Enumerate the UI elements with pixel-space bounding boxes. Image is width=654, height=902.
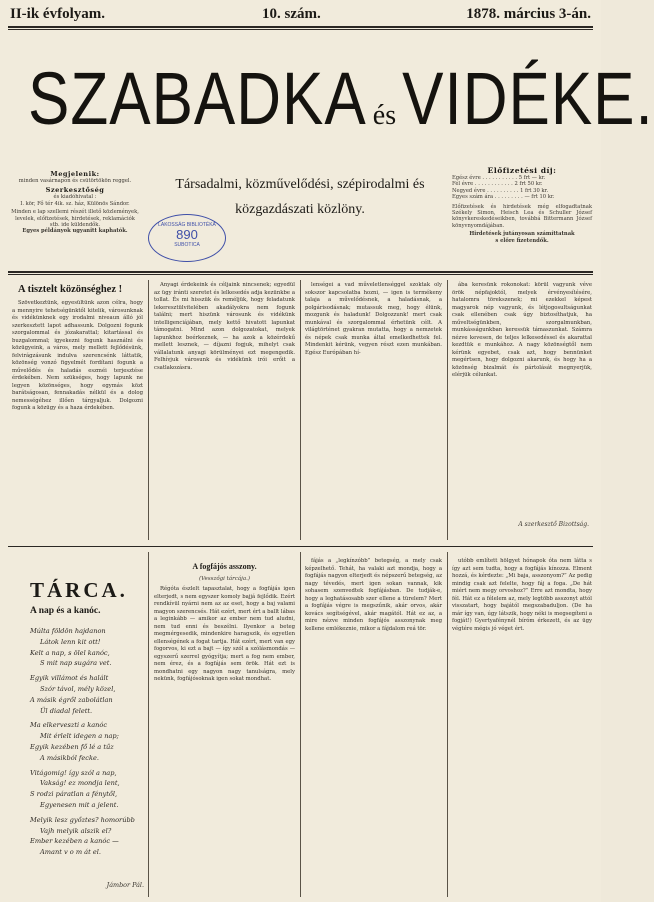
- poem-line: A másik égről zabolátlan: [30, 695, 113, 704]
- poem-line: Ember kezében a kanóc —: [30, 837, 119, 846]
- story-column-2: [305, 558, 442, 896]
- poem-line: Szór távol, mély közel,: [40, 684, 116, 693]
- publication-info-box: [10, 170, 140, 235]
- editorial-office-title: Szerkesztőség: [45, 186, 105, 195]
- stamp-bottom-text: SUBOTICA: [174, 242, 200, 248]
- greeting-column-3: [305, 282, 442, 534]
- poem-line: Ma elkerveszti a kanóc: [30, 721, 108, 730]
- poem-line: Egyik villámot és halált: [30, 674, 109, 683]
- issue-date: 1878. március 3-án.: [466, 6, 591, 22]
- subtitle-line-2: közgazdászati közlöny.: [235, 202, 365, 217]
- editorial-signature: A szerkesztő Bizottság.: [518, 521, 589, 528]
- column-rule-3: [447, 280, 448, 540]
- masthead-bottom-rule: [8, 271, 593, 273]
- story-column-3: [452, 558, 592, 896]
- greeting-text-3: lenségei a vad műveletlenséggel szoktak oly sokszor kapcsolatba hozni, — igen is termékeny talaja a művelődésnek, a haladásnak, a polgárisodásnak; mutassuk meg, hogy élünk, mozgunk és haladunk! Dolgozzunk! mert csak munkával és szorgalommal érhetünk célt. A világtörténet gyakran mutatta, hogy a nemzetek és népek csak munka által emelkedhettek fel. Mindenkit kérünk, vegyen részt ezen munkában. Egész Európában hí-: [305, 282, 442, 356]
- price-row-1: Egész évre . . . . . . . . . . . 5 frt — kr.: [452, 175, 546, 181]
- issue-number: 10. szám.: [262, 6, 321, 22]
- ads-payment: s előre fizetendők.: [495, 237, 549, 244]
- poem-line: S mit nap sugára vet.: [40, 659, 112, 668]
- story-text-1: Régóta észlelt tapasztalat, hogy a fogfájás igen elterjedt, s nem egyszer komoly bajjá fejlődik. Ezért rendkívül nyárni nem az az eset, hogy a baj valami magyon szerencsés. Hát ezért, mert ért a ballt lábas a leginkább — amikor az ember nem tud aludni, nem tud enni és beszélni. Ilyenkor a beteg megmérgesedik, mindenkire haragszik, és egyetlen ellenségének a fogat tartja. Hát ezért, mert van egy fogorvos, ki ezt a bajt — így szól a szólásmondás — egyszerű szerrel gyógyítja; mert a fog nem ember, nem érez, és a fogfájás sem örök. Hát ezt is mondhatni egy nagyon nagy tanulságra, mely nekünk, fogfájósoknak igen sokat mondhat.: [154, 586, 295, 682]
- ads-pricing: Hirdetések jutányosan számíttatnak: [469, 231, 575, 238]
- poem-line: S rodzi páratlan a fénytől,: [30, 790, 118, 799]
- stamp-top-text: LAKOSSÁG BIBLIOTÉKA: [158, 222, 216, 228]
- subtitle: [160, 172, 440, 222]
- poem-line: Egyenesen mit a jelent.: [40, 800, 119, 809]
- poem-line: Vakság! ez mondja lent,: [40, 779, 120, 788]
- poem-author: Jámbor Pál.: [106, 881, 144, 889]
- poem-line: Ül diadal felett.: [40, 706, 93, 715]
- greeting-column-2: [154, 282, 295, 534]
- volume-label: II-ik évfolyam.: [10, 6, 105, 22]
- story-subtitle: (Vesszőgi tárcája.): [198, 576, 251, 582]
- poem-line: Amant v o m át el.: [40, 848, 101, 857]
- subscription-title: Előfizetési díj:: [487, 166, 557, 175]
- poem-line: Kelt a nap, s ölel kanóc,: [30, 648, 110, 657]
- column-rule-5: [300, 552, 301, 897]
- masthead-and: és: [372, 99, 397, 131]
- greeting-column-1: [12, 300, 143, 534]
- price-row-3: Negyed évre . . . . . . . . . . 1 frt 30 kr.: [452, 187, 549, 194]
- poem-line: Egyik kezében fő lé a tűz: [30, 742, 114, 751]
- story-text-2: fájás a „legkínzóbb” betegség, a mely csak képzelhető. Tehát, ha valaki azt mondja, hogy a fogfájás nagyon elterjedt és népszerű betegség, az nagy tévedés, mert igen sokan vannak, kik sohasem szenvedtek fogfájásban. De tudják-e, hogy a leghatásosabb szer ellene a türelem? Mert a fogfájás végre is megszűnik, akár orvos, akár kovács segítségével, akár magától. Hát ez az, a mire nézve minden fogfájós asszonynak meg kellene emlékeznie, mikor a fájdalom reá tör.: [305, 558, 442, 632]
- story-title: A fogfájós asszony.: [192, 562, 257, 571]
- poem-line: Mit érlelt idegen a nap;: [40, 732, 119, 741]
- subtitle-line-1: Társadalmi, közművelődési, szépirodalmi és: [175, 177, 425, 192]
- greeting-text-2: Anyagi érdekeink és céljaink nincsenek; egyedül az ügy iránti szeretet és lelkesedés adja kezünkbe a tollat. És mi hisszük és reméljük, hogy feladatunk lekeresztülvitelében akadályokra nem fogunk találni; mert hiszünk városunk és vidékünk intelligenciájában, mely kettő hivatott lapunkat támogatni. Mind azon dolgozatokat, melyek lapunkhoz beérkeznek, — ha azok a közérdekű mellett lesznek, — díjazni fogjuk, mihelyt csak vállalatunk anyagi körülményei ezt megengedik. Felhívjuk városunk és vidékünk irói erőit a csatlakozásra.: [154, 282, 295, 371]
- column-rule-6: [447, 552, 448, 897]
- editorial-office-subtitle: és kiadóhivatal :: [53, 194, 97, 201]
- column-rule-1: [148, 280, 149, 540]
- story-text-3: utóbb említett hölgyet hónapok óta nem látta s így azt sem tudta, hogy a fogfájás kínozza. Elment hozzá, és kérdezte: „Mi baja, asszonyom?” Az pedig mindig csak azt felelte, hogy fáj a foga. „De hát miért nem megy orvoshoz?” Erre azt mondta, hogy fél. Hát ez a félelem az, mely legtöbb asszonyt attól visszatart, hogy bajától megszabaduljon. (De ha már így van, úgy látszik, hogy néki is megsegíteni a fogját!) Gyertyafénynél bíróm érkezett, és az ügy végtére mégis jó véget ért.: [452, 558, 592, 632]
- section-rule: [8, 546, 593, 547]
- greeting-text-1: Szövetkeztünk, egyesültünk azon célra, hogy a mennyire tehetségünktől kitelik, városunknak és vidékünknek egy irodalmi niveaun álló jól szerkesztett lapot adhassunk. Dolgozni fogunk szorgalommal és józakarattal; kitartással és buzgalommal; igyekezni fogunk használni és közügyeink, a város, mely mellett fejlődésünk, felvirágzásunk indulva szerencsénk láttatik, közönség vonzó figyelmét fordítani fogunk a művelődés és haladás eszméi terjesztése érdekében. Nem szükséges, hogy lapunk ne legyen közönséges, hogy egymás közt barátságosan, fennakadás nélkül és a dolog nemességéhez illően tárgyaljuk. Dolgozni fogunk a közügy és a haza érdekében.: [12, 300, 143, 411]
- column-rule-2: [300, 280, 301, 540]
- single-copies-info: Egyes példányok ugyanitt kaphatók.: [22, 228, 128, 235]
- submission-info: Minden e lap szellemi részét illető közlemények, levelek, előfizetések, hirdetések, reklamációk stb. ide küldendők.: [11, 209, 139, 229]
- publication-title: Megjelenik:: [50, 170, 100, 178]
- header-rule-thin: [8, 29, 593, 30]
- stamp-number: 890: [176, 227, 198, 242]
- story-column-1: [154, 586, 295, 896]
- library-stamp: [148, 214, 226, 262]
- masthead-word-2: VIDÉKE.: [402, 58, 654, 141]
- poem-line: Múlta földön hajdanon: [30, 627, 106, 635]
- greeting-text-4: ába keresünk rokonokat: körül vagyunk véve örök népfajoktól, melyek érvényesítésére, hatalomra törekszenek; mi ezekkel képest magyarok nép vagyunk, és létjogosultságunkat csak ellenében csak úgy biztosíthatjuk, ha műveltségünkben, szorgalmunkban, munkásságunkban keressük támaszunkat. Számra nézve kevesen, de teljes lelkesedéssel és akarattal kezdtük e munkához. A nagy közönségtől nem kérünk egyebet, csak azt, hogy bennünket megértsen, hogy dolgozni akarunk, és hogy ha a közönség bizalmát és pártolását megnyerjük, elérjük célunkat.: [452, 282, 592, 378]
- price-row-4: Egyes szám ára . . . . . . . . . — frt 10 kr.: [452, 194, 555, 201]
- greeting-title: A tisztelt közönséghez !: [18, 284, 123, 295]
- poem-line: Látok lenn kit ott!: [40, 637, 101, 646]
- editorial-office-address: I. kör, Fő tér 4ik. sz. ház, Különös Sándor.: [20, 200, 130, 207]
- poem-line: Melyik lesz győztes? homorúbb: [30, 815, 135, 824]
- subscription-vendors: Előfizetések és hirdetések még elfogadtatnak Székely Simon, Heisch Lea és Schuller József könyvkereskedéseikben, továbbá Bittermann József könyvnyomdájában.: [452, 203, 592, 229]
- greeting-column-4: [452, 282, 592, 520]
- header-rule: [8, 26, 593, 28]
- subscription-box: [452, 166, 592, 244]
- publication-schedule: minden vasárnapon és csütörtökön reggel.: [18, 178, 132, 184]
- masthead-bottom-rule-thin: [8, 274, 593, 275]
- masthead-word-1: SZABADKA: [28, 58, 367, 141]
- poem-line: Vajh melyik alszik el?: [40, 826, 112, 835]
- column-rule-4: [148, 552, 149, 897]
- poem-line: A másikból fecke.: [40, 753, 99, 762]
- price-row-2: Fél évre . . . . . . . . . . . . 2 frt 50 kr.: [452, 181, 543, 188]
- tarca-title: TÁRCA.: [30, 578, 128, 602]
- masthead: [28, 58, 654, 141]
- poem: [30, 626, 144, 858]
- poem-title: A nap és a kanóc.: [30, 606, 101, 616]
- poem-line: Vitágomig! így szól a nap,: [30, 768, 117, 777]
